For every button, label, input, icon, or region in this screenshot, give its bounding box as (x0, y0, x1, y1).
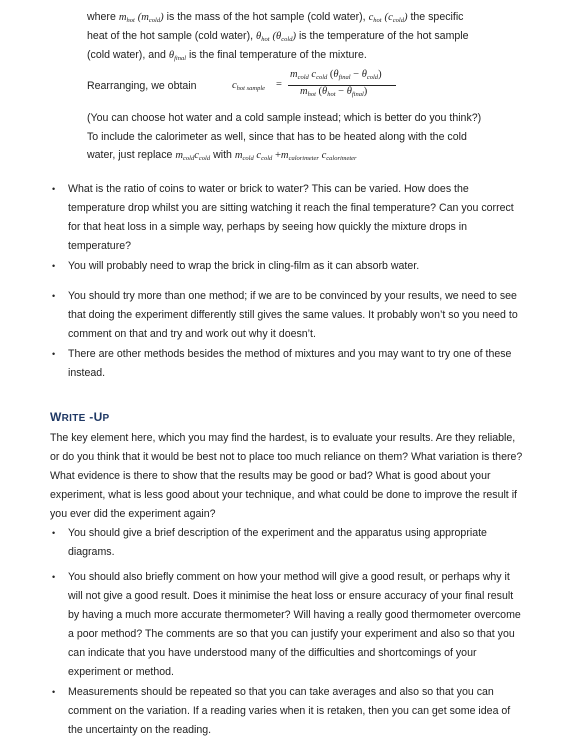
theta-hot-symbol: $\theta_{hot}$ (256, 31, 270, 43)
bullet-marker: • (52, 572, 56, 582)
formula-numerator: $m_{cold}$ $c_{cold}$ $(\theta_{final} - \theta_{cold})$ (290, 69, 382, 81)
intro-line-2: heat of the hot sample (cold water), $\theta_{hot}$ $(\theta_{cold})$ is the temperature of the hot sample (87, 30, 469, 43)
calorimeter-note: To include the calorimeter as well, since that has to be heated along with the cold (87, 131, 467, 143)
list-item: Measurements should be repeated so that you can take averages and also so that you can comment on the variation. If a reading varies when it is retaken, then you can get some idea of the uncertainty on the reading. (68, 686, 511, 736)
list-item: You should also briefly comment on how your method will give a good result, or perhaps why it will not give a good result. Does it minimise the heat loss or ensure accuracy of your final result by having a much more accurate thermometer? Will having a really good thermometer overcome a poor method? The comments are so that you can justify your experiment and also so that you can indicate that you have understood many of the difficulties and shortcomings of your experiment or method. (68, 571, 521, 678)
m-hot-symbol: $m_{hot}$ (118, 12, 135, 24)
list-item: You should give a brief description of the experiment and the apparatus using appropriate diagrams. (68, 527, 487, 558)
list-item: There are other methods besides the method of mixtures and you may want to try one of these instead. (68, 348, 512, 379)
bullet-marker: • (52, 528, 56, 538)
write-up-paragraph: The key element here, which you may find the hardest, is to evaluate your results. Are they reliable, or do you think that it would be best not to place too much reliance on them? What variation is there? What evidence is there to show that the results may be good or bad? What is good about your experiment, what is less good about your technique, and what could be done to improve the result if you ever did the experiment again? (50, 432, 523, 520)
theta-final-symbol: $\theta_{final}$ (168, 50, 186, 62)
list-item: You will probably need to wrap the brick in cling-film as it can absorb water. (68, 260, 420, 272)
formula-lhs: $c_{hot sample}$ (232, 80, 266, 92)
list-item: You should try more than one method; if we are to be convinced by your results, we need to see that doing the experiment differently still gives the same values. It probably won’t so you need to comment on that and try and work out why it doesn’t. (68, 290, 518, 340)
formula-denominator: $m_{hot}$ $(\theta_{hot} - \theta_{final})$ (300, 86, 368, 98)
rearranging-label: Rearranging, we obtain (87, 80, 197, 92)
list-item: What is the ratio of coins to water or brick to water? This can be varied. How does the temperature drop whilst you are sitting watching it reach the final temperature? Can you correct for that heat loss in a simple way, perhaps by seeing how quickly the mixture drops in temperature? (68, 183, 514, 252)
bullet-marker: • (52, 349, 56, 359)
bullet-marker: • (52, 291, 56, 301)
bullet-marker: • (52, 261, 56, 271)
choose-note: (You can choose hot water and a cold sample instead; which is better do you think?) (87, 112, 482, 124)
intro-line-3: (cold water), and $\theta_{final}$ is the final temperature of the mixture. (87, 49, 367, 62)
replace-line: water, just replace $m_{cold}c_{cold}$ with $m_{cold}$ $c_{cold} +m_{calorimeter}$ $c_{calorimeter}$ (87, 149, 357, 162)
bullet-marker: • (52, 687, 56, 697)
c-hot-symbol: $c_{hot}$ (368, 12, 382, 24)
bullet-marker: • (52, 184, 56, 194)
intro-line-1: where $m_{hot}$ $(m_{cold})$ is the mass of the hot sample (cold water), $c_{hot}$ $(c_{cold})$ the specific (87, 11, 464, 24)
section-heading-write-up: WRITE -UP (50, 410, 110, 424)
document-page: where $m_{hot}$ $(m_{cold})$ is the mass of the hot sample (cold water), $c_{hot}$ $(c_{cold})$ the specific heat of the hot sample (cold water), $\theta_{hot}$ $(\theta_{cold})$ is the temperature of the hot sample (cold water), and $\theta_{final}$ is the final temperature of the mixture. Rearranging, we obtain $c_{hot sample}$ = $m_{cold}$ $c_{cold}$ $(\theta_{final} - \theta_{cold})$ $m_{hot}$ $(\theta_{hot} - \theta_{final})$ (You can choose hot water and a cold sample instead; which is better do you think?) To include the calorimeter as well, since that has to be heated along with the cold water, just replace $m_{cold}c_{cold}$ with $m_{cold}$ $c_{cold} +m_{calorimeter}$ $c_{calorimeter}$ • What is the ratio of coins to water or brick to water? This can be varied. How does the temperature drop whilst you are sitting watching it reach the final temperature? Can you correct for that heat loss in a simple way, perhaps by seeing how quickly the mixture drops in temperature? • You will probably need to wrap the brick in cling-film as it can absorb water. • You should try more than one method; if we are to be convinced by your results, we need to see that doing the experiment differently still gives the same values. It probably won’t so you need to comment on that and try and work out why it doesn’t. • There are other methods besides the method of mixtures and you may want to try one of these instead. WRITE -UP The key element here, which you may find the hardest, is to evaluate your results. Are they reliable, or do you think that it would be best not to place too much reliance on them? What variation is there? What evidence is there to show that the results may be good or bad? What is good about your experiment, what is less good about your technique, and what could be done to improve the result if you ever did the experiment again? • You should give a brief description of the experiment and the apparatus using appropriate diagrams. • You should also briefly comment on how your method will give a good result, or perhaps why it will not give a good result. Does it minimise the heat loss or ensure accuracy of your final result by having a much more accurate thermometer? Will having a really good thermometer overcome a poor method? The comments are so that you can justify your experiment and also so that you can indicate that you have understood many of the difficulties and shortcomings of your experiment or method. • Measurements should be repeated so that you can take averages and also so that you can comment on the variation. If a reading varies when it is retaken, then you can get some idea of the uncertainty on the reading. (0, 0, 584, 747)
